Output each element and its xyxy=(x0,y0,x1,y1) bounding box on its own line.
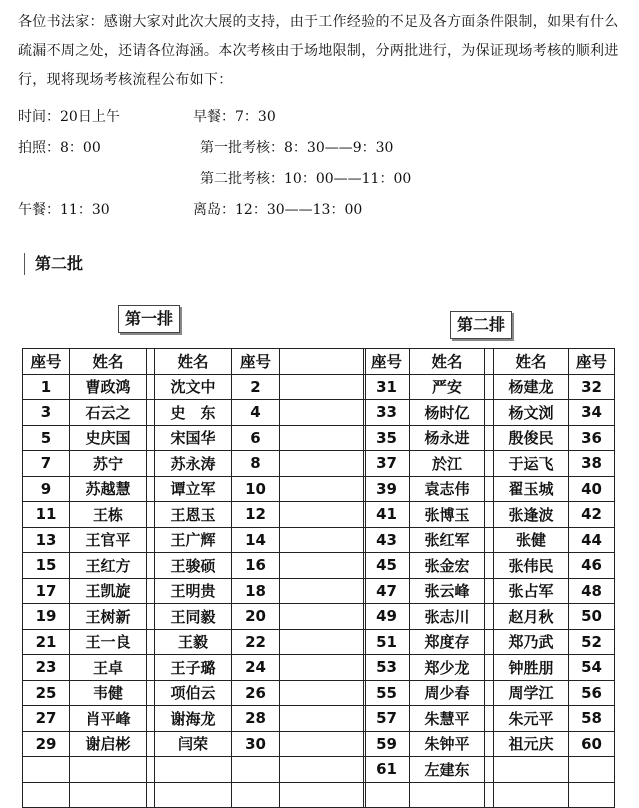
seat-number-left: 59 xyxy=(364,731,410,757)
blank-cell xyxy=(280,604,366,630)
table-body xyxy=(364,349,615,808)
seat-number-right: 16 xyxy=(232,553,280,579)
blank-cell xyxy=(280,578,366,604)
column-header-name: 姓名 xyxy=(155,349,232,375)
seat-number-right: 14 xyxy=(232,527,280,553)
name-right: 张健 xyxy=(494,527,569,553)
seat-number-right: 12 xyxy=(232,502,280,528)
seat-number-right: 24 xyxy=(232,655,280,681)
name-left: 王凯旋 xyxy=(70,578,147,604)
name-left: 曹政鸿 xyxy=(70,374,147,400)
name-right: 闫荣 xyxy=(155,731,232,757)
name-left: 朱钟平 xyxy=(410,731,485,757)
seat-number-right: 46 xyxy=(569,553,615,579)
column-gap xyxy=(485,629,494,655)
seat-number-left: 35 xyxy=(364,425,410,451)
name-right: 王同毅 xyxy=(155,604,232,630)
table-header-row xyxy=(23,349,366,375)
column-gap xyxy=(485,578,494,604)
seat-number-left: 57 xyxy=(364,706,410,732)
seat-number-right: 54 xyxy=(569,655,615,681)
table-row xyxy=(23,757,366,783)
name-left: 王栋 xyxy=(70,502,147,528)
name-left: 张云峰 xyxy=(410,578,485,604)
blank-cell xyxy=(280,451,366,477)
seat-number-left: 3 xyxy=(23,400,70,426)
table-row xyxy=(364,400,615,426)
column-gap xyxy=(485,731,494,757)
seat-number-left: 9 xyxy=(23,476,70,502)
schedule-lunch: 午餐：11：30 xyxy=(18,202,110,218)
name-right xyxy=(494,757,569,783)
blank-cell xyxy=(280,706,366,732)
row-title-second: 第二排 xyxy=(450,311,512,339)
seat-number-left: 51 xyxy=(364,629,410,655)
name-left: 袁志伟 xyxy=(410,476,485,502)
name-left xyxy=(70,782,147,808)
column-header-seat: 座号 xyxy=(569,349,615,375)
table-row xyxy=(364,451,615,477)
table-row xyxy=(23,706,366,732)
seat-number-right: 52 xyxy=(569,629,615,655)
blank-cell xyxy=(280,757,366,783)
seat-number-left xyxy=(23,782,70,808)
blank-cell xyxy=(280,502,366,528)
seat-number-left: 17 xyxy=(23,578,70,604)
seat-number-left: 1 xyxy=(23,374,70,400)
name-right: 项伯云 xyxy=(155,680,232,706)
table-row xyxy=(23,400,366,426)
blank-cell xyxy=(280,476,366,502)
seat-number-left: 25 xyxy=(23,680,70,706)
seat-number-right: 6 xyxy=(232,425,280,451)
seat-number-left: 55 xyxy=(364,680,410,706)
seat-number-right: 26 xyxy=(232,680,280,706)
table-row xyxy=(364,425,615,451)
blank-cell xyxy=(280,680,366,706)
table-row xyxy=(23,553,366,579)
seat-number-right: 20 xyxy=(232,604,280,630)
name-left: 王官平 xyxy=(70,527,147,553)
column-gap xyxy=(147,782,155,808)
seat-number-right: 48 xyxy=(569,578,615,604)
seat-number-right: 28 xyxy=(232,706,280,732)
seat-number-left: 13 xyxy=(23,527,70,553)
seat-number-left: 27 xyxy=(23,706,70,732)
column-header-seat: 座号 xyxy=(232,349,280,375)
seat-number-right: 34 xyxy=(569,400,615,426)
name-right: 钟胜朋 xyxy=(494,655,569,681)
column-gap xyxy=(147,680,155,706)
seat-number-left: 61 xyxy=(364,757,410,783)
name-right: 郑乃武 xyxy=(494,629,569,655)
name-right: 谢海龙 xyxy=(155,706,232,732)
name-right: 张伟民 xyxy=(494,553,569,579)
schedule-batch2: 第二批考核：10：00——11：00 xyxy=(200,171,412,187)
name-right: 殷俊民 xyxy=(494,425,569,451)
table-row xyxy=(364,655,615,681)
seat-number-right: 58 xyxy=(569,706,615,732)
table-row xyxy=(364,706,615,732)
table-row xyxy=(364,374,615,400)
seat-number-left: 41 xyxy=(364,502,410,528)
blank-cell xyxy=(280,782,366,808)
name-right: 沈文中 xyxy=(155,374,232,400)
name-right: 宋国华 xyxy=(155,425,232,451)
name-left: 左建东 xyxy=(410,757,485,783)
table-row xyxy=(23,451,366,477)
name-left: 苏宁 xyxy=(70,451,147,477)
table-row xyxy=(364,680,615,706)
table-row xyxy=(23,502,366,528)
name-left: 石云之 xyxy=(70,400,147,426)
table-row xyxy=(23,604,366,630)
column-gap xyxy=(147,655,155,681)
seat-number-right: 36 xyxy=(569,425,615,451)
column-gap xyxy=(147,425,155,451)
name-right: 朱元平 xyxy=(494,706,569,732)
table-row xyxy=(23,527,366,553)
name-right: 张逢波 xyxy=(494,502,569,528)
column-gap xyxy=(485,476,494,502)
table-row xyxy=(23,425,366,451)
schedule-leave: 离岛：12：30——13：00 xyxy=(193,202,363,218)
seat-number-right: 18 xyxy=(232,578,280,604)
name-right: 史 东 xyxy=(155,400,232,426)
column-gap xyxy=(485,604,494,630)
name-right: 王明贵 xyxy=(155,578,232,604)
seat-number-right: 56 xyxy=(569,680,615,706)
seat-number-left: 5 xyxy=(23,425,70,451)
name-left: 张志川 xyxy=(410,604,485,630)
seat-number-right: 42 xyxy=(569,502,615,528)
name-right: 王广辉 xyxy=(155,527,232,553)
column-gap xyxy=(485,451,494,477)
column-gap xyxy=(147,706,155,732)
name-left: 史庆国 xyxy=(70,425,147,451)
table-row xyxy=(364,578,615,604)
notice-paragraph: 各位书法家：感谢大家对此次大展的支持，由于工作经验的不足及各方面条件限制，如果有什么疏漏不周之处，还请各位海涵。本次考核由于场地限制，分两批进行，为保证现场考核的顺利进行，现将现场考核流程公布如下： xyxy=(18,14,619,88)
table-row xyxy=(23,731,366,757)
blank-cell xyxy=(280,731,366,757)
seat-number-left: 11 xyxy=(23,502,70,528)
seat-number-left: 39 xyxy=(364,476,410,502)
seat-number-right: 44 xyxy=(569,527,615,553)
table-row xyxy=(23,578,366,604)
table-row xyxy=(364,553,615,579)
table-row xyxy=(23,680,366,706)
column-gap xyxy=(485,527,494,553)
seat-number-right: 22 xyxy=(232,629,280,655)
table-row xyxy=(23,655,366,681)
seat-number-right: 50 xyxy=(569,604,615,630)
name-left: 王一良 xyxy=(70,629,147,655)
name-right: 翟玉城 xyxy=(494,476,569,502)
row-title-first: 第一排 xyxy=(118,305,180,333)
name-right: 于运飞 xyxy=(494,451,569,477)
schedule-photo: 拍照：8：00 xyxy=(18,140,101,156)
seat-number-left xyxy=(23,757,70,783)
name-right xyxy=(494,782,569,808)
name-right: 张占军 xyxy=(494,578,569,604)
name-left: 张红军 xyxy=(410,527,485,553)
column-gap xyxy=(485,349,494,375)
seat-number-right: 8 xyxy=(232,451,280,477)
table-row xyxy=(23,629,366,655)
column-gap xyxy=(147,374,155,400)
column-header-name: 姓名 xyxy=(410,349,485,375)
schedule-batch1: 第一批考核：8：30——9：30 xyxy=(200,140,394,156)
blank-cell xyxy=(280,629,366,655)
name-right: 赵月秋 xyxy=(494,604,569,630)
seat-number-left: 33 xyxy=(364,400,410,426)
seat-number-left: 31 xyxy=(364,374,410,400)
name-right: 王子璐 xyxy=(155,655,232,681)
seating-table-first-row xyxy=(22,348,366,808)
name-left: 郑度存 xyxy=(410,629,485,655)
column-gap xyxy=(147,400,155,426)
blank-cell xyxy=(280,400,366,426)
seat-number-right: 38 xyxy=(569,451,615,477)
column-gap xyxy=(147,553,155,579)
schedule-breakfast: 早餐：7：30 xyxy=(193,109,276,125)
seat-number-left: 37 xyxy=(364,451,410,477)
seat-number-right xyxy=(232,757,280,783)
table-row xyxy=(364,629,615,655)
seat-number-right: 40 xyxy=(569,476,615,502)
name-left: 於江 xyxy=(410,451,485,477)
name-left: 郑少龙 xyxy=(410,655,485,681)
seat-number-right: 30 xyxy=(232,731,280,757)
seat-number-right: 2 xyxy=(232,374,280,400)
column-gap xyxy=(147,527,155,553)
column-gap xyxy=(485,706,494,732)
seat-number-right: 4 xyxy=(232,400,280,426)
table-header-row xyxy=(364,349,615,375)
table-row xyxy=(364,527,615,553)
column-gap xyxy=(147,604,155,630)
name-left: 张金宏 xyxy=(410,553,485,579)
name-left: 王卓 xyxy=(70,655,147,681)
column-header-name: 姓名 xyxy=(494,349,569,375)
column-gap xyxy=(485,400,494,426)
name-right: 杨文浏 xyxy=(494,400,569,426)
column-gap xyxy=(485,757,494,783)
name-right: 祖元庆 xyxy=(494,731,569,757)
name-left: 朱慧平 xyxy=(410,706,485,732)
column-gap xyxy=(147,629,155,655)
seat-number-right xyxy=(232,782,280,808)
column-gap xyxy=(485,502,494,528)
column-header-seat: 座号 xyxy=(23,349,70,375)
name-left: 苏越慧 xyxy=(70,476,147,502)
column-gap xyxy=(485,425,494,451)
seat-number-right: 32 xyxy=(569,374,615,400)
seat-number-right xyxy=(569,757,615,783)
seat-number-left: 19 xyxy=(23,604,70,630)
column-gap xyxy=(147,757,155,783)
name-right: 苏永涛 xyxy=(155,451,232,477)
column-gap xyxy=(485,680,494,706)
name-right: 王骏硕 xyxy=(155,553,232,579)
column-gap xyxy=(485,374,494,400)
name-left: 王红方 xyxy=(70,553,147,579)
name-left xyxy=(70,757,147,783)
blank-cell xyxy=(280,527,366,553)
blank-cell xyxy=(280,655,366,681)
seat-number-left: 15 xyxy=(23,553,70,579)
name-left: 杨永进 xyxy=(410,425,485,451)
table-row xyxy=(364,731,615,757)
table-row xyxy=(23,374,366,400)
column-gap xyxy=(485,782,494,808)
column-gap xyxy=(147,578,155,604)
seat-number-left: 49 xyxy=(364,604,410,630)
name-right xyxy=(155,782,232,808)
name-left: 谢启彬 xyxy=(70,731,147,757)
seat-number-left: 21 xyxy=(23,629,70,655)
name-left: 杨时亿 xyxy=(410,400,485,426)
seat-number-left: 7 xyxy=(23,451,70,477)
seat-number-right: 60 xyxy=(569,731,615,757)
seat-number-left: 47 xyxy=(364,578,410,604)
name-left: 严安 xyxy=(410,374,485,400)
column-gap xyxy=(485,655,494,681)
schedule-time: 时间：20日上午 xyxy=(18,109,120,125)
name-right: 王毅 xyxy=(155,629,232,655)
seat-number-left: 43 xyxy=(364,527,410,553)
table-row xyxy=(23,476,366,502)
seat-number-left: 29 xyxy=(23,731,70,757)
blank-cell xyxy=(280,425,366,451)
name-left: 王树新 xyxy=(70,604,147,630)
table-row xyxy=(364,502,615,528)
seat-number-left: 45 xyxy=(364,553,410,579)
column-gap xyxy=(147,349,155,375)
name-left: 肖平峰 xyxy=(70,706,147,732)
column-gap xyxy=(485,553,494,579)
seat-number-right: 10 xyxy=(232,476,280,502)
table-row xyxy=(364,757,615,783)
table-row xyxy=(364,476,615,502)
seat-number-left: 23 xyxy=(23,655,70,681)
name-left xyxy=(410,782,485,808)
column-gap xyxy=(147,476,155,502)
seat-number-left: 53 xyxy=(364,655,410,681)
seat-number-left xyxy=(364,782,410,808)
column-gap xyxy=(147,731,155,757)
name-right: 谭立军 xyxy=(155,476,232,502)
blank-cell xyxy=(280,374,366,400)
name-right: 杨建龙 xyxy=(494,374,569,400)
table-row xyxy=(364,604,615,630)
blank-cell xyxy=(280,349,366,375)
name-left: 周少春 xyxy=(410,680,485,706)
blank-cell xyxy=(280,553,366,579)
name-right xyxy=(155,757,232,783)
name-left: 张博玉 xyxy=(410,502,485,528)
name-right: 周学江 xyxy=(494,680,569,706)
column-gap xyxy=(147,502,155,528)
column-header-seat: 座号 xyxy=(364,349,410,375)
table-row xyxy=(364,782,615,808)
name-right: 王恩玉 xyxy=(155,502,232,528)
column-gap xyxy=(147,451,155,477)
batch-title: 第二批 xyxy=(24,253,91,275)
column-header-name: 姓名 xyxy=(70,349,147,375)
table-row xyxy=(23,782,366,808)
seating-table-second-row xyxy=(363,348,615,808)
seat-number-right xyxy=(569,782,615,808)
table-body xyxy=(23,349,366,808)
name-left: 韦健 xyxy=(70,680,147,706)
